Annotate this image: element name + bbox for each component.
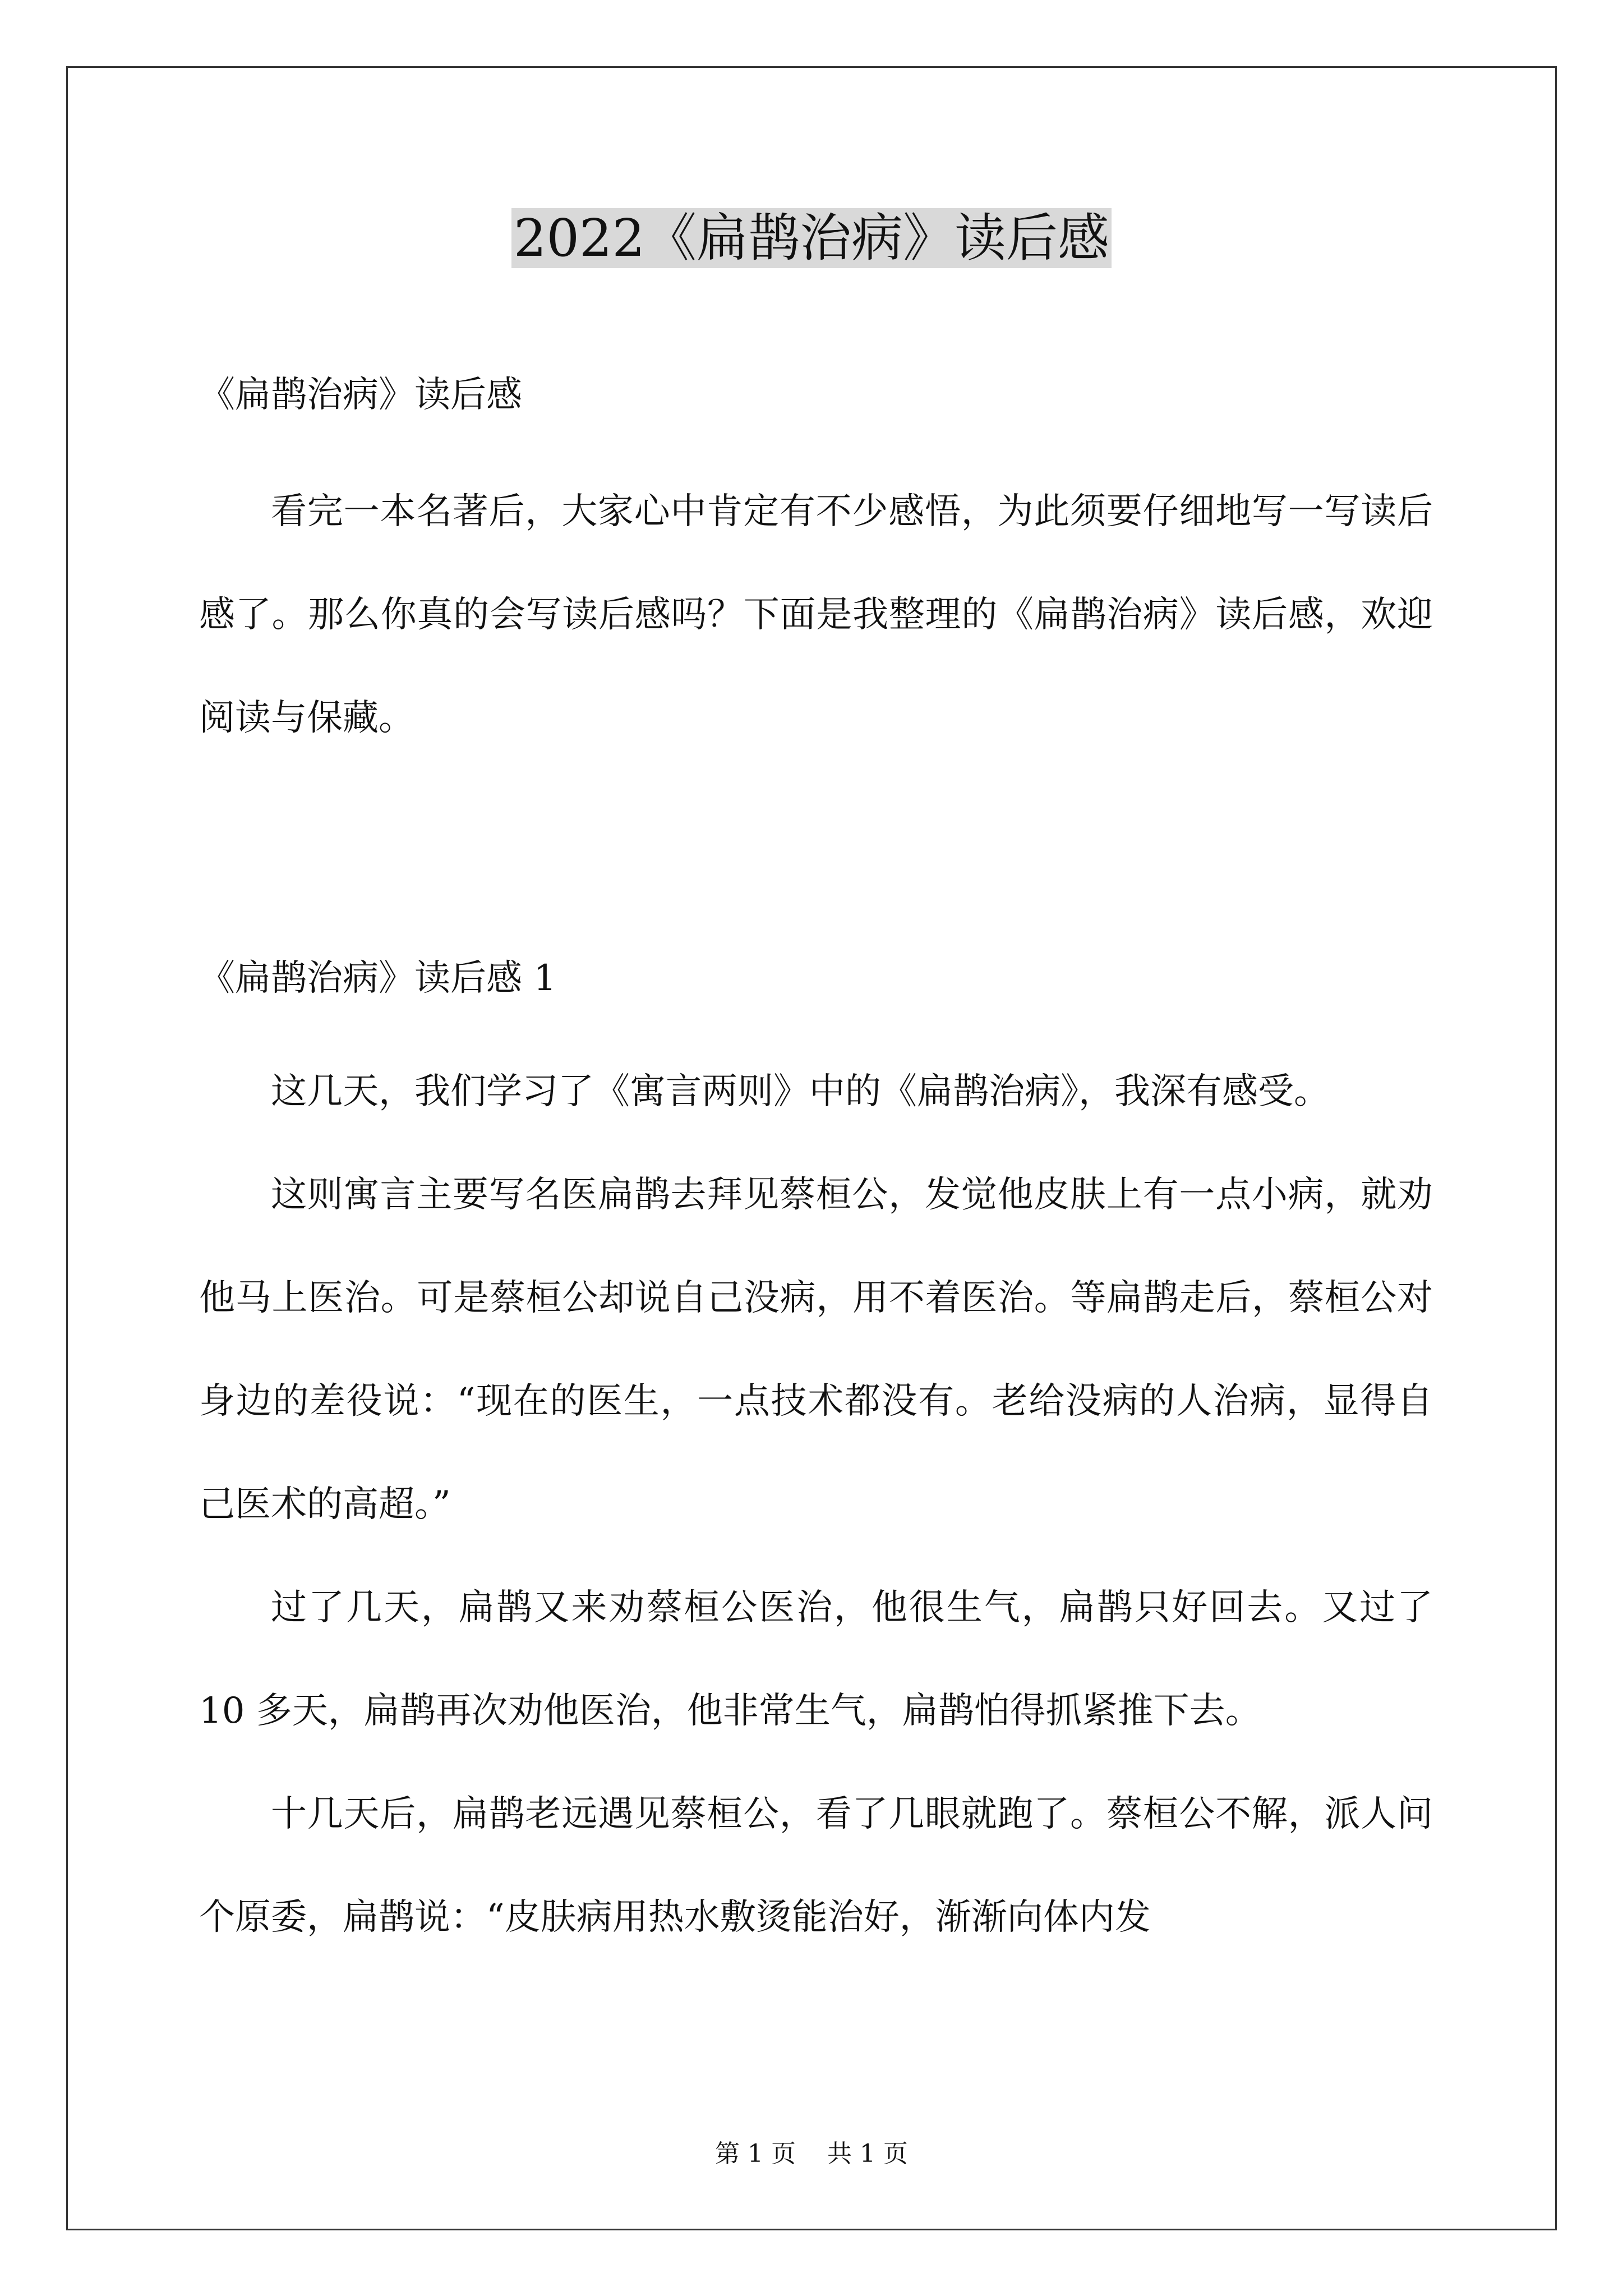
document-title bbox=[0, 199, 1623, 278]
body-paragraph: 十几天后，扁鹊老远遇见蔡桓公，看了几眼就跑了。蔡桓公不解，派人问个原委，扁鹊说：“皮肤病用热水敷烫能治好，渐渐向体内发 bbox=[199, 1793, 1433, 1938]
intro-heading: 《扁鹊治病》读后感 bbox=[199, 374, 522, 416]
document-body bbox=[199, 343, 1433, 1969]
intro-paragraph: 看完一本名著后，大家心中肯定有不少感悟，为此须要仔细地写一写读后感了。那么你真的会写读后感吗？下面是我整理的《扁鹊治病》读后感，欢迎阅读与保藏。 bbox=[199, 491, 1433, 739]
document-title-text: 2022《扁鹊治病》读后感 bbox=[511, 208, 1112, 268]
body-paragraph: 这几天，我们学习了《寓言两则》中的《扁鹊治病》，我深有感受。 bbox=[271, 1071, 1330, 1112]
body-paragraph: 过了几天，扁鹊又来劝蔡桓公医治，他很生气，扁鹊只好回去。又过了 10 多天，扁鹊再次劝他医治，他非常生气，扁鹊怕得抓紧推下去。 bbox=[199, 1587, 1433, 1732]
section-heading: 《扁鹊治病》读后感 1 bbox=[199, 958, 557, 999]
page-footer: 第 1 页 共 1 页 bbox=[715, 2139, 908, 2168]
body-paragraph: 这则寓言主要写名医扁鹊去拜见蔡桓公，发觉他皮肤上有一点小病，就劝他马上医治。可是蔡桓公却说自己没病，用不着医治。等扁鹊走后，蔡桓公对身边的差役说：“现在的医生，一点技术都没有。老给没病的人治病，显得自己医术的高超。” bbox=[199, 1174, 1433, 1525]
